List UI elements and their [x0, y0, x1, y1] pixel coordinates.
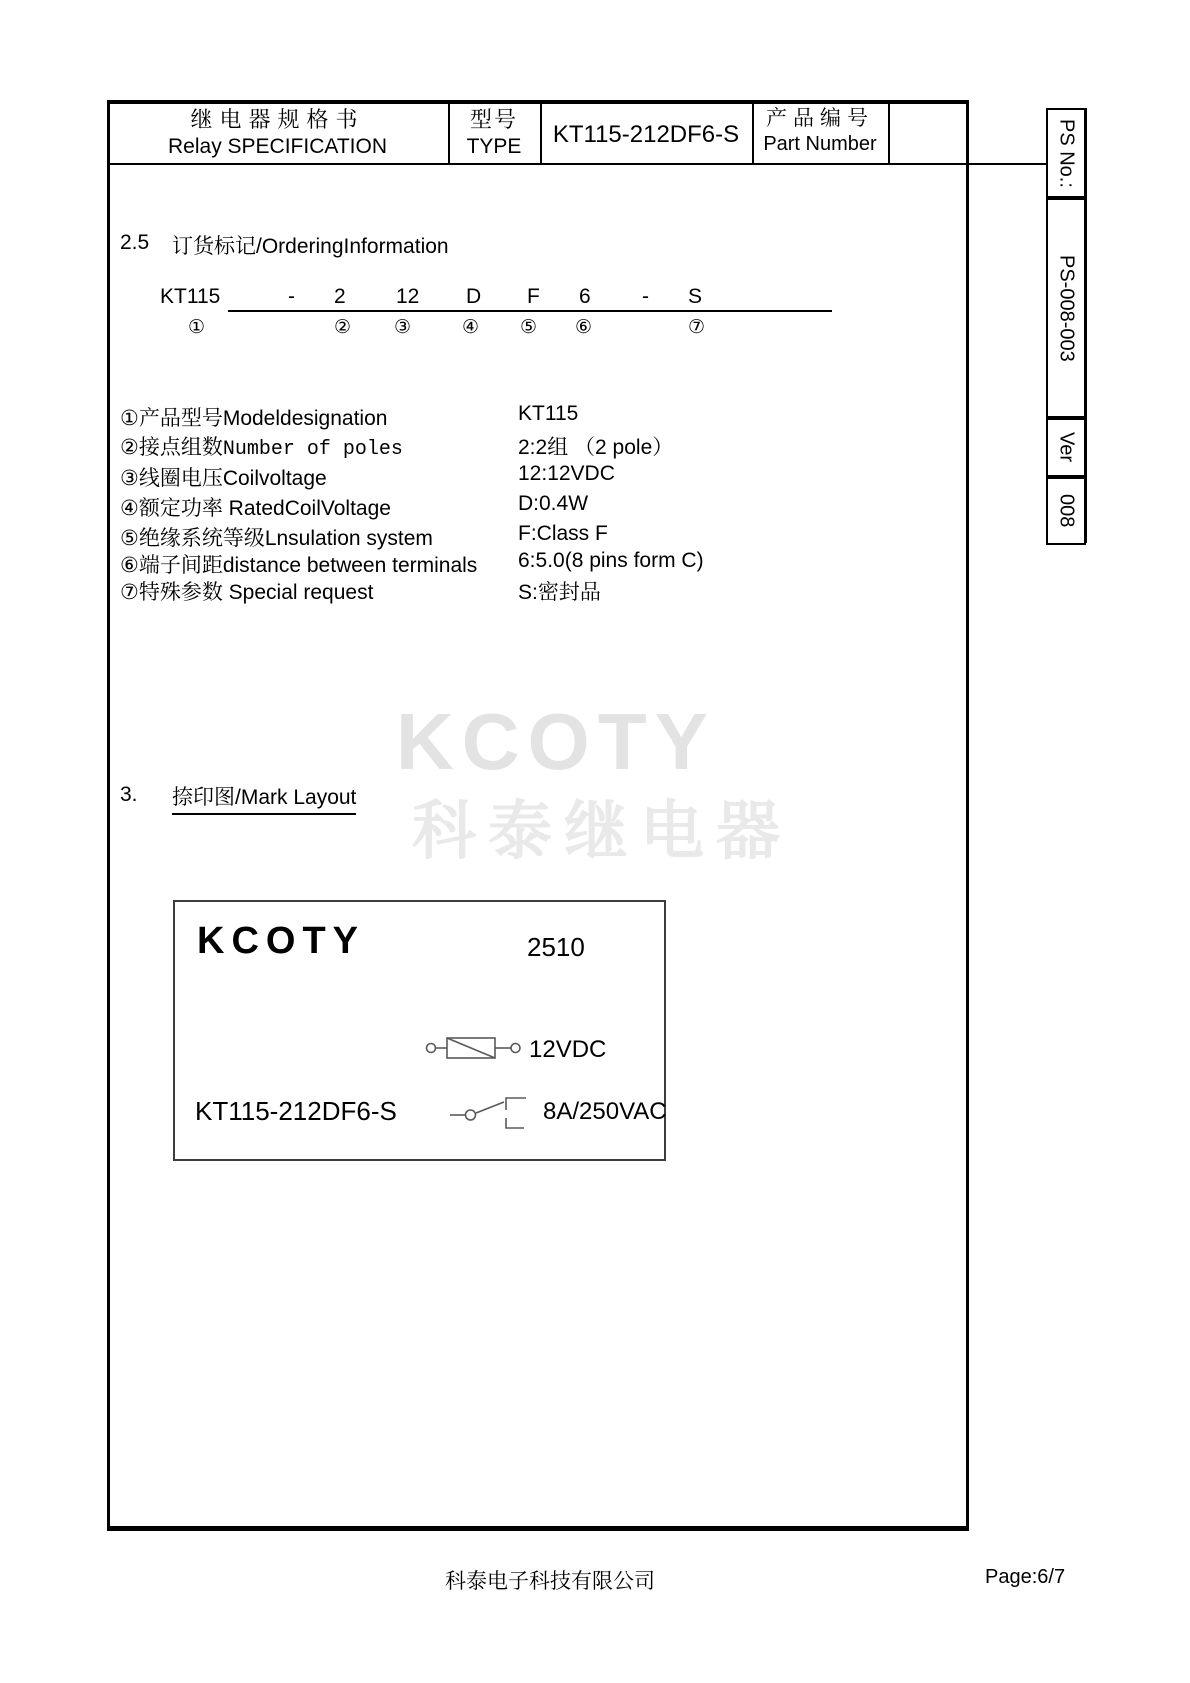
header-part-number-en: Part Number — [763, 133, 877, 156]
header-model-value: KT115-212DF6-S — [552, 121, 740, 148]
item-mark: ⑤ — [120, 527, 139, 550]
header-title-cell — [110, 106, 445, 160]
code-part: S — [688, 285, 703, 308]
sidebar-ver-label: Ver — [1046, 418, 1086, 477]
code-mark-4: ④ — [462, 317, 480, 338]
code-part: 6 — [579, 285, 591, 308]
section-mark-layout-number: 3. — [120, 783, 138, 806]
item-label-en: distance between terminals — [222, 554, 478, 577]
sidebar-ps-no-value: PS-008-003 — [1046, 198, 1086, 418]
date-code: 2510 — [527, 932, 585, 962]
header-title-en: Relay SPECIFICATION — [168, 134, 387, 158]
mark-layout-box — [173, 900, 666, 1161]
item-label-zh: 接点组数 — [138, 436, 223, 459]
code-mark-5: ⑤ — [520, 317, 538, 338]
code-part: KT115 — [160, 285, 221, 308]
ordering-item-row — [120, 402, 820, 432]
code-mark-7: ⑦ — [688, 317, 706, 338]
relay-coil-symbol-icon — [425, 1034, 523, 1062]
header-type-cell — [450, 106, 538, 160]
item-mark: ② — [120, 436, 139, 459]
code-underline — [228, 310, 832, 312]
item-label-en: Special request — [228, 581, 374, 604]
item-label-zh: 额定功率 — [138, 497, 229, 520]
main-border-frame — [107, 100, 969, 1531]
code-part: F — [527, 285, 540, 308]
item-label-en: Number of poles — [222, 438, 403, 461]
item-value: 6:5.0(8 pins form C) — [518, 549, 704, 572]
ordering-item-row — [120, 462, 820, 492]
ordering-item-row — [120, 576, 820, 606]
brand-logo: KCOTY — [197, 920, 365, 962]
code-mark-3: ③ — [394, 317, 412, 338]
item-value: D:0.4W — [518, 492, 589, 515]
item-mark: ⑥ — [120, 554, 139, 577]
sidebar-ver-value: 008 — [1046, 477, 1086, 545]
footer-company-name: 科泰电子科技有限公司 — [445, 1570, 655, 1593]
item-label-en: Coilvoltage — [222, 467, 327, 490]
ordering-item-row — [120, 431, 820, 461]
section-ordering-number: 2.5 — [120, 231, 150, 254]
code-part: D — [466, 285, 482, 308]
header-part-number-zh: 产品编号 — [766, 107, 874, 130]
item-mark: ③ — [120, 467, 139, 490]
ordering-item-row — [120, 492, 820, 522]
item-mark: ⑦ — [120, 581, 139, 604]
item-value: S:密封品 — [518, 581, 601, 604]
code-mark-6: ⑥ — [575, 317, 593, 338]
coil-voltage-value: 12VDC — [529, 1036, 607, 1063]
item-label-zh: 端子间距 — [138, 554, 223, 577]
sidebar-outer-edge — [1084, 108, 1087, 543]
code-part: - — [642, 285, 649, 308]
code-part: - — [288, 285, 295, 308]
item-label-zh: 特殊参数 — [138, 581, 229, 604]
header-title-zh: 继电器规格书 — [190, 107, 365, 132]
item-label-en: Lnsulation system — [264, 527, 433, 550]
item-value: F:Class F — [518, 522, 608, 545]
item-value: 12:12VDC — [518, 462, 615, 485]
header-type-label-en: TYPE — [466, 134, 522, 158]
marked-model-number: KT115-212DF6-S — [195, 1096, 397, 1126]
item-label-zh: 产品型号 — [138, 407, 223, 430]
contact-rating-value: 8A/250VAC — [543, 1098, 667, 1125]
header-row-divider — [107, 163, 1046, 165]
footer-page-number: Page:6/7 — [985, 1566, 1066, 1588]
item-label-zh: 绝缘系统等级 — [138, 527, 265, 550]
watermark-brand: KCOTY — [396, 697, 716, 786]
code-part: 2 — [334, 285, 346, 308]
code-mark-2: ② — [334, 317, 352, 338]
item-label-zh: 线圈电压 — [138, 467, 223, 490]
header-part-number-cell — [754, 106, 886, 157]
item-value: KT115 — [518, 402, 579, 425]
section-mark-layout-title: 捺印图/Mark Layout — [172, 781, 356, 815]
item-label-en: RatedCoilVoltage — [228, 497, 391, 520]
section-ordering-title: 订货标记/OrderingInformation — [172, 235, 449, 258]
ordering-item-row — [120, 549, 820, 579]
header-cell-divider — [888, 100, 890, 165]
item-mark: ① — [120, 407, 139, 430]
item-label-en: Modeldesignation — [222, 407, 388, 430]
form-c-contact-symbol-icon — [450, 1090, 540, 1136]
item-mark: ④ — [120, 497, 139, 520]
ordering-item-row — [120, 522, 820, 552]
sidebar-ps-no-label: PS No.: — [1046, 108, 1086, 198]
code-mark-1: ① — [188, 317, 206, 338]
watermark-brand-zh: 科泰继电器 — [412, 795, 792, 867]
code-part: 12 — [396, 285, 420, 308]
item-value: 2:2组 （2 pole） — [518, 436, 674, 459]
header-type-label-zh: 型号 — [469, 107, 518, 132]
